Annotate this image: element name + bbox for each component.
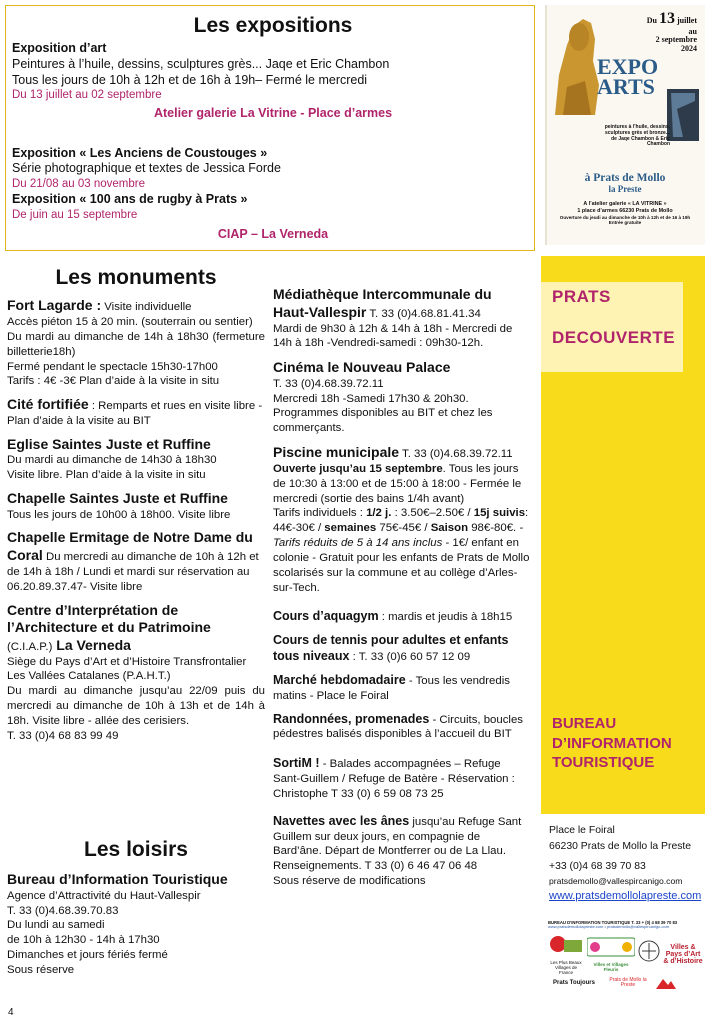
item-navettes: Navettes avec les ânes jusqu’au Refuge Sant Guillem sur deux jours, en compagnie de Bard’âne. Départ de Montferrer ou de La Llau. Renseignements. T 33 (0) 6 46 47 06 48 Sous réserve de modifications	[273, 813, 522, 887]
footer-strip-head: BUREAU D’INFORMATION TOURISTIQUE T. 33 + (0) 4 68 39 70 83	[548, 920, 678, 925]
exposition-art-hours: Tous les jours de 10h à 12h et de 16h à 19h– Fermé le mercredi	[12, 72, 368, 87]
monuments-title: Les monuments	[55, 266, 217, 289]
monuments-section	[7, 264, 265, 751]
plus-beaux-villages-logo: Les Plus Beaux Villages de France	[548, 934, 584, 976]
loisir-bureau: Bureau d’Information Touristique Agence d’Attractivité du Haut-Vallespir T. 33 (0)4.68.39.70.83 Du lundi au samedi de 10h à 12h30 - 14h à 17h30 Dimanches et jours fériés fermé Sous réserve	[7, 871, 228, 976]
sidebar-bureau-title: BUREAU D’INFORMATION TOURISTIQUE	[552, 715, 672, 771]
loisirs-title: Les loisirs	[84, 838, 188, 861]
exposition-rugby	[12, 192, 534, 243]
logo-row-2	[548, 977, 708, 989]
exposition-anciens-desc: Série photographique et textes de Jessica Forde	[12, 161, 281, 176]
expositions-section	[5, 5, 535, 251]
item-aquagym: Cours d’aquagym : mardis et jeudis à 18h15	[273, 609, 513, 624]
sidebar-title-prats: PRATS	[552, 287, 611, 306]
monument-eglise: Eglise Saintes Juste et Ruffine Du mardi au dimanche de 14h30 à 18h30 Visite libre. Plan d’aide à la visite in situ	[7, 435, 217, 482]
contact-block	[549, 823, 709, 904]
poster-info: peintures à l’huile, dessins, sculptures grès et bronze... de Jaqe Chambon & Eric Chambon	[604, 124, 670, 148]
exposition-anciens-title: Exposition « Les Anciens de Coustouges »	[12, 145, 268, 160]
loisirs-section	[7, 836, 265, 978]
exposition-art-desc: Peintures à l’huile, dessins, sculptures grès... Jaqe et Eric Chambon	[12, 56, 390, 71]
item-tennis: Cours de tennis pour adultes et enfants tous niveaux : T. 33 (0)6 60 57 12 09	[273, 633, 509, 664]
exposition-anciens-dates: Du 21/08 au 03 novembre	[12, 177, 145, 190]
item-randonnees: Randonnées, promenades - Circuits, boucles pédestres balisés disponibles à l’accueil du BIT	[273, 711, 523, 741]
item-marche: Marché hebdomadaire - Tous les vendredis matins - Place le Foiral	[273, 672, 510, 702]
poster-expo-arts: EXPO ARTS	[597, 54, 659, 99]
footer-strip-links: www.pratsdemollolapreste.com • pratsdemollo@vallespircanigo.com	[548, 924, 670, 930]
prats-de-mollo-logo: Prats de Mollo la Preste	[609, 976, 647, 989]
monument-chapelle: Chapelle Saintes Juste et Ruffine Tous les jours de 10h00 à 18h00. Visite libre	[7, 490, 231, 521]
monument-cite-fortifiee: Cité fortifiée : Remparts et rues en visite libre - Plan d’aide à la visite au BIT	[7, 396, 263, 428]
exposition-art-title: Exposition d’art	[12, 41, 107, 56]
contact-email[interactable]: pratsdemollo@vallespircanigo.com	[549, 875, 683, 886]
exposition-anciens	[12, 146, 534, 192]
exposition-rugby-venue: CIAP – La Verneda	[217, 227, 329, 242]
villes-villages-fleuris-logo: Villes et Villages Fleuris	[587, 936, 635, 973]
contact-website-link[interactable]: www.pratsdemollolapreste.com	[549, 889, 702, 902]
exposition-art-dates: Du 13 juillet au 02 septembre	[12, 89, 162, 102]
item-sortim: SortiM ! - Balades accompagnées – Refuge Sant-Guillem / Refuge de Batère - Réservation : Christophe T 33 (0) 6 59 08 73 25	[273, 756, 515, 800]
unesco-logo	[638, 939, 660, 970]
page-number: 4	[8, 1007, 14, 1018]
exposition-art	[12, 41, 534, 121]
prats-toujours-logo: Prats Toujours	[553, 980, 595, 987]
pays-art-histoire-logo: Villes & Pays d’Art & d’Histoire	[663, 944, 703, 966]
contact-address-line2: 66230 Prats de Mollo la Preste	[549, 840, 692, 852]
expositions-title: Les expositions	[193, 14, 353, 37]
monument-ciap: Centre d’Interprétation de l’Architecture et du Patrimoine (C.I.A.P.) La Verneda Siège du Pays d’Art et d’Histoire Transfrontalier Les Vallées Catalanes (P.A.H.T.) Du mardi au dimanche jusqu’au 22/09 puis du mercredi au dimanche de 10h à 13h et de 14h à 18h. Visite libre - allée des cerisiers. T. 33 (0)4 68 83 99 49	[7, 601, 265, 742]
loisirs-column	[273, 286, 531, 897]
poster-place: à Prats de Mollo la Preste	[584, 172, 666, 194]
logo-row	[548, 934, 708, 976]
item-mediatheque: Médiathèque Intercommunale du Haut-Vallespir T. 33 (0)4.68.81.41.34 Mardi de 9h30 à 12h & 14h à 18h - Mercredi de 14h à 18h -Vendredi-samedi : 09h30-12h.	[273, 286, 513, 350]
sidebar-title-decouverte: DECOUVERTE	[552, 328, 676, 347]
monument-ermitage: Chapelle Ermitage de Notre Dame du Coral Du mercredi au dimanche de 10h à 12h et de 14h à 18h / Lundi et mardi sur réservation au 06.20.89.37.47- Visite libre	[7, 529, 259, 593]
contact-address-line1: Place le Foiral	[549, 825, 615, 836]
poster-date: Du 13 juillet au 2 septembre 2024	[646, 10, 697, 53]
exposition-art-venue: Atelier galerie La Vitrine - Place d’armes	[153, 106, 393, 121]
sidebar-yellow-panel	[541, 256, 705, 814]
monument-fort-lagarde: Fort Lagarde : Visite individuelle Accès piéton 15 à 20 min. (souterrain ou sentier) Du mardi au dimanche de 14h à 18h30 (fermeture billetterie18h) Fermé pendant le spectacle 15h30-17h00 Tarifs : 4€ -3€ Plan d’aide à la visite in situ	[7, 297, 265, 388]
expo-arts-poster	[545, 5, 705, 245]
pyrenees-logo-icon	[656, 977, 676, 989]
exposition-rugby-dates: De juin au 15 septembre	[12, 208, 138, 221]
item-piscine: Piscine municipale T. 33 (0)4.68.39.72.11 Ouverte jusqu’au 15 septembre. Tous les jours de 10:30 à 13:00 et de 15:00 à 18:00 - Fermée le mercredi (sortie des bains 1/4h avant) Tarifs individuels : 1/2 j. : 3.50€–2.50€ / 15j suivis: 44€-30€ / semaines 75€-45€ / Saison 98€-80€. -Tarifs réduits de 5 à 14 ans inclus - 1€/ enfant en colonie - Gratuit pour les enfants de Prats de Mollo scolarisés sur la commune et au collège d’Arles-sur-Tech.	[273, 444, 530, 594]
exposition-rugby-title: Exposition « 100 ans de rugby à Prats »	[12, 191, 248, 206]
item-cinema: Cinéma le Nouveau Palace T. 33 (0)4.68.39.72.11 Mercredi 18h -Samedi 17h30 & 20h30. Programmes disponibles au BIT et chez les commerçants.	[273, 359, 493, 435]
footer-logo-strip	[548, 920, 708, 1002]
poster-address: A l’atelier galerie « LA VITRINE » 1 place d’armes 66230 Prats de Mollo Ouverture du jeudi au dimanche de 10h à 12h et de 16 à 19h Entrée gratuite	[559, 201, 691, 226]
contact-phone: +33 (0)4 68 39 70 83	[549, 861, 646, 873]
